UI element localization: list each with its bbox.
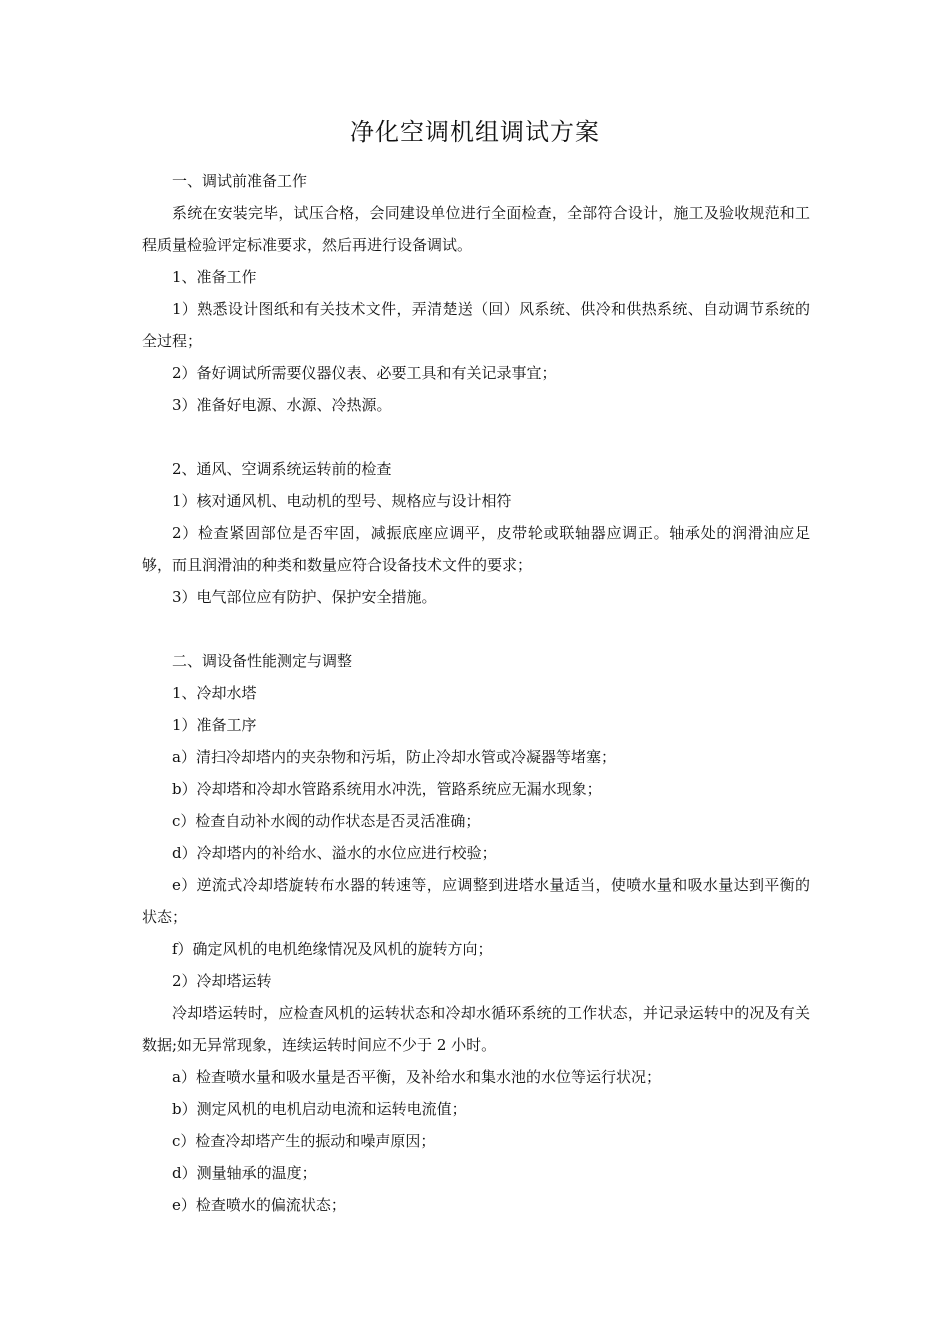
paragraph: 2）冷却塔运转 <box>172 972 272 990</box>
paragraph: 2、通风、空调系统运转前的检查 <box>172 460 392 478</box>
paragraph: 1）准备工序 <box>172 716 257 734</box>
paragraph: e）检查喷水的偏流状态； <box>172 1196 346 1214</box>
paragraph: 3）电气部位应有防护、保护安全措施。 <box>172 588 437 606</box>
paragraph: 系统在安装完毕，试压合格，会同建设单位进行全面检查，全部符合设计，施工及验收规范和工程质量检验评定标准要求，然后再进行设备调试。 <box>142 204 810 254</box>
paragraph: e）逆流式冷却塔旋转布水器的转速等，应调整到进塔水量适当，使喷水量和吸水量达到平衡的状态； <box>142 876 810 926</box>
paragraph: c）检查自动补水阀的动作状态是否灵活准确； <box>172 812 481 830</box>
document-body <box>142 165 810 1221</box>
paragraph: b）冷却塔和冷却水管路系统用水冲洗，管路系统应无漏水现象； <box>172 780 602 798</box>
paragraph: 2）检查紧固部位是否牢固，减振底座应调平，皮带轮或联轴器应调正。轴承处的润滑油应足够，而且润滑油的种类和数量应符合设备技术文件的要求； <box>142 524 810 574</box>
paragraph: a）检查喷水量和吸水量是否平衡，及补给水和集水池的水位等运行状况； <box>172 1068 661 1086</box>
paragraph: c）检查冷却塔产生的振动和噪声原因； <box>172 1132 436 1150</box>
paragraph: 一、调试前准备工作 <box>172 172 308 190</box>
paragraph: 二、调设备性能测定与调整 <box>172 652 353 670</box>
paragraph: 1、准备工作 <box>172 268 257 286</box>
paragraph: 1）熟悉设计图纸和有关技术文件，弄清楚送（回）风系统、供冷和供热系统、自动调节系统的全过程； <box>142 300 810 350</box>
paragraph: b）测定风机的电机启动电流和运转电流值； <box>172 1100 467 1118</box>
paragraph: f）确定风机的电机绝缘情况及风机的旋转方向； <box>172 940 493 958</box>
paragraph: 2）备好调试所需要仪器仪表、必要工具和有关记录事宜； <box>172 364 557 382</box>
paragraph: d）冷却塔内的补给水、溢水的水位应进行校验； <box>172 844 497 862</box>
paragraph: 冷却塔运转时，应检查风机的运转状态和冷却水循环系统的工作状态，并记录运转中的况及有关数据;如无异常现象，连续运转时间应不少于 2 小时。 <box>142 1004 810 1054</box>
paragraph-gap <box>142 613 810 645</box>
paragraph: 1、冷却水塔 <box>172 684 257 702</box>
document-title: 净化空调机组调试方案 <box>350 118 600 146</box>
paragraph-gap <box>142 421 810 453</box>
paragraph: a）清扫冷却塔内的夹杂物和污垢，防止冷却水管或冷凝器等堵塞； <box>172 748 616 766</box>
paragraph: d）测量轴承的温度； <box>172 1164 317 1182</box>
paragraph: 3）准备好电源、水源、冷热源。 <box>172 396 392 414</box>
paragraph: 1）核对通风机、电动机的型号、规格应与设计相符 <box>172 492 512 510</box>
